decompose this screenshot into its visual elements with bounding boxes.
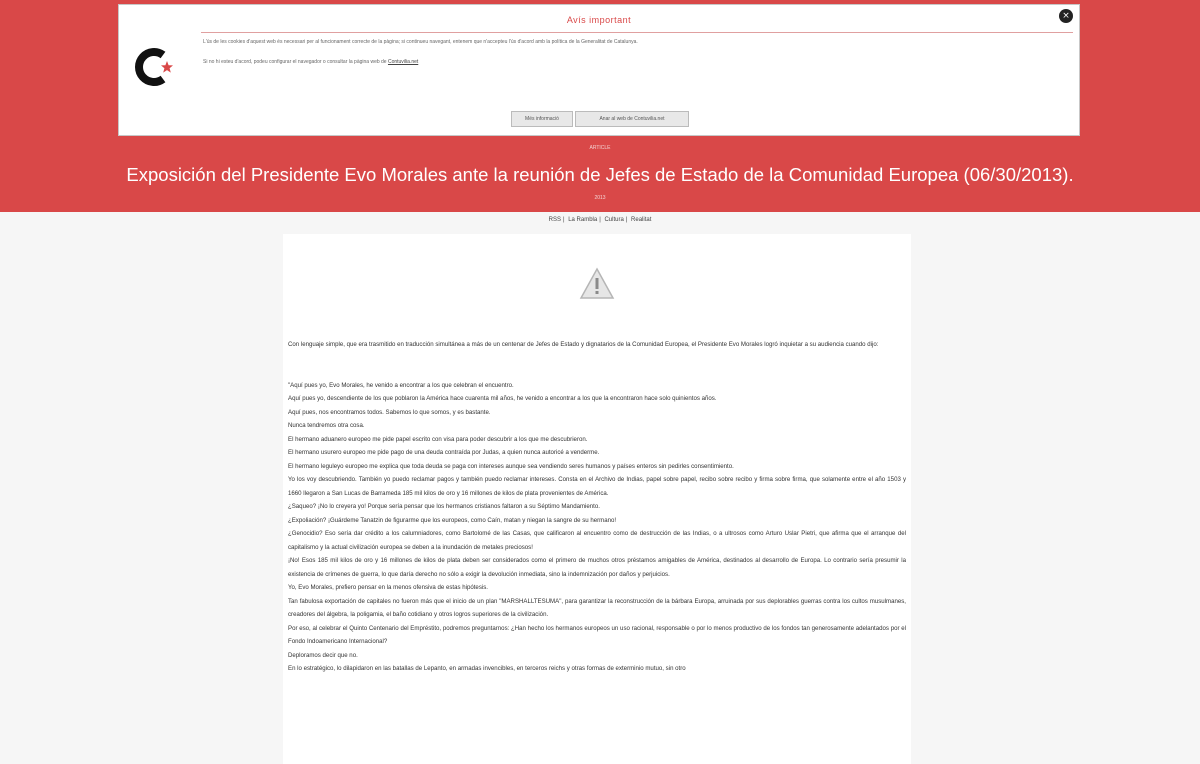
article-container <box>283 234 911 764</box>
article-paragraph: El hermano usurero europeo me pide pago de una deuda contraída por Judas, a quien nunca autoricé a venderme. <box>288 449 600 456</box>
notice-text-line: L'ús de les cookies d'aquest web és necessari per al funcionament correcte de la pàgina; si continueu navegant, entenem que n'accepteu l'ús d'acord amb la política de la Generalitat de Catalunya. <box>203 39 638 45</box>
article-paragraph: Aquí pues, nos encontramos todos. Sabemos lo que somos, y es bastante. <box>288 408 491 416</box>
article-paragraph: "Aquí pues yo, Evo Morales, he venido a encontrar a los que celebran el encuentro. <box>288 381 514 389</box>
article-category: ARTICLE <box>589 145 611 151</box>
article-paragraph: ¿Genocidio? Eso sería dar crédito a los calumniadores, como Bartolomé de las Casas, que calificaron al encuentro como de destrucción de las Indias, o a ultrosos como Arturo Uslar Pietri, que afirma que el arranque del capitalismo y la actual civilización europea se deben a la inundación de metales preciosos! <box>288 530 906 551</box>
more-info-button[interactable]: Més informació <box>511 111 573 127</box>
warning-icon <box>579 266 615 302</box>
notice-text-line <box>203 59 418 65</box>
notice-divider <box>201 32 1073 33</box>
tag-link[interactable]: La Rambla <box>568 217 598 223</box>
tag-link[interactable]: Realitat <box>631 217 652 223</box>
article-body <box>288 338 906 676</box>
article-lead: Con lenguaje simple, que era trasmitido en traducción simultánea a más de un centenar de Jefes de Estado y dignatarios de la Comunidad Europea, el Presidente Evo Morales logró inquietar a su audiencia cuando dijo: <box>288 341 879 348</box>
article-paragraph: ¡No! Esos 185 mil kilos de oro y 16 millones de kilos de plata deben ser considerados como el primero de muchos otros préstamos amigables de América, destinados al desarrollo de Europa. Lo contrario sería presumir la existencia de crímenes de guerra, lo que daría derecho no sólo a exigir la devolución inmediata, sino la indemnización por daños y perjuicios. <box>288 557 906 578</box>
notice-title: Avís important <box>566 15 632 25</box>
article-paragraph: En lo estratégico, lo dilapidaron en las batallas de Lepanto, en armadas invencibles, en terceros reichs y otras formas de exterminio mutuo, sin otro <box>288 665 686 672</box>
notice-link[interactable]: Contuvilia.net <box>387 59 419 65</box>
article-paragraph: El hermano aduanero europeo me pide papel escrito con visa para poder descubrir a los que me descubrieron. <box>288 435 588 443</box>
article-paragraph: Deploramos decir que no. <box>288 651 358 659</box>
article-paragraph: Aquí pues yo, descendiente de los que poblaron la América hace cuarenta mil años, he venido a encontrar a los que la encontraron hace solo quinientos años. <box>288 395 717 402</box>
cookie-notice <box>118 4 1080 136</box>
page-header <box>0 0 1200 212</box>
article-paragraph: Yo, Evo Morales, prefiero pensar en la menos ofensiva de estas hipótesis. <box>288 584 488 591</box>
article-paragraph: Tan fabulosa exportación de capitales no fueron más que el inicio de un plan "MARSHALLTESUMA", para garantizar la reconstrucción de la bárbara Europa, arruinada por sus deplorables guerras contra los cultos musulmanes, creadores del álgebra, la poligamia, el baño cotidiano y otros logros superiores de la civilización. <box>288 597 906 618</box>
article-paragraph: ¿Expoliación? ¡Guárdeme Tanatzin de figurarme que los europeos, como Caín, matan y niegan la sangre de su hermano! <box>288 516 617 524</box>
article-date: 2013 <box>594 195 606 201</box>
tag-link[interactable]: Cultura <box>604 217 624 223</box>
tag-link[interactable]: RSS <box>548 217 561 223</box>
go-to-site-button[interactable]: Anar al web de Contuvilia.net <box>575 111 689 127</box>
article-paragraph: Por eso, al celebrar el Quinto Centenario del Empréstito, podremos preguntarnos: ¿Han hecho los hermanos europeos un uso racional, responsable o por lo menos productivo de los fondos tan generosamente adelantados por el Fondo Indoamericano Internacional? <box>288 624 906 645</box>
tag-list: RSS | La Rambla | Cultura | Realitat <box>548 217 652 223</box>
article-paragraph: Nunca tendremos otra cosa. <box>288 422 365 429</box>
article-paragraph: Yo los voy descubriendo. También yo puedo reclamar pagos y también puedo reclamar intereses. Consta en el Archivo de Indias, papel sobre papel, recibo sobre recibo y firma sobre firma, que solamente entre el año 1503 y 1660 llegaron a San Lucas de Barrameda 185 mil kilos de oro y 16 millones de kilos de plata provenientes de América. <box>288 476 906 497</box>
article-paragraph: El hermano leguleyo europeo me explica que toda deuda se paga con intereses aunque sea vendiendo seres humanos y países enteros sin pedirles consentimiento. <box>288 462 734 470</box>
notice-text-prefix: Si no hi esteu d'acord, podeu configurar el navegador o consultar la pàgina web de <box>203 59 388 65</box>
close-icon[interactable]: × <box>1059 9 1073 23</box>
article-paragraph: ¿Saqueo? ¡No lo creyera yo! Porque sería pensar que los hermanos cristianos faltaron a su Séptimo Mandamiento. <box>288 503 600 510</box>
page-title: Exposición del Presidente Evo Morales ante la reunión de Jefes de Estado de la Comunidad Europea (06/30/2013). <box>126 164 1074 185</box>
brand-logo <box>131 45 175 89</box>
